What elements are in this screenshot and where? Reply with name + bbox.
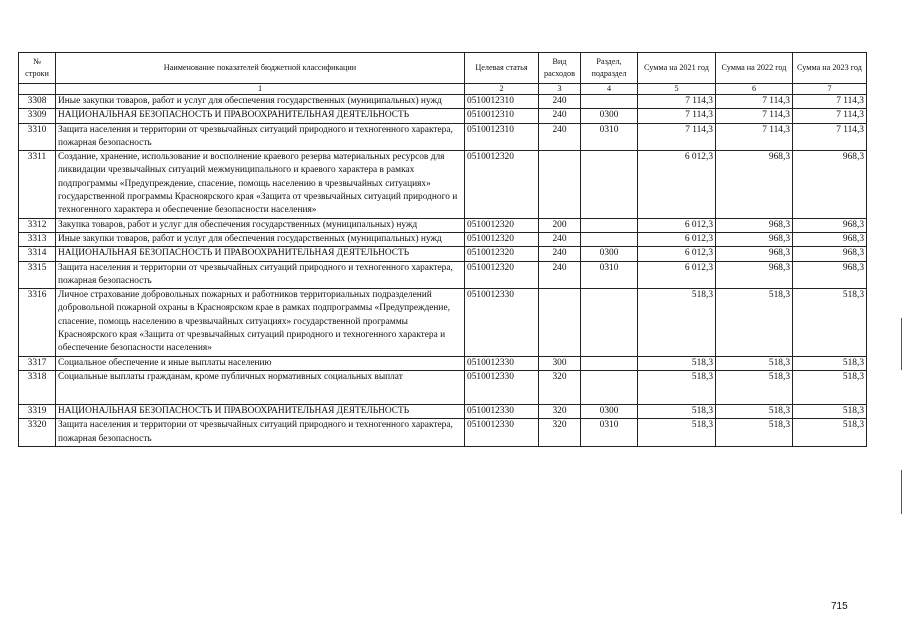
row-sum-2021: 6 012,3 bbox=[638, 247, 716, 261]
column-number: 3 bbox=[539, 84, 581, 95]
row-expense-kind: 240 bbox=[539, 247, 581, 261]
row-section bbox=[581, 232, 638, 246]
row-sum-2023: 7 114,3 bbox=[793, 123, 867, 151]
row-sum-2021: 7 114,3 bbox=[638, 95, 716, 109]
header-no: № строки bbox=[19, 53, 56, 84]
row-sum-2022: 518,3 bbox=[716, 404, 793, 418]
row-sum-2023: 518,3 bbox=[793, 356, 867, 370]
table-row bbox=[19, 289, 867, 356]
row-expense-kind: 240 bbox=[539, 95, 581, 109]
row-sum-2023: 518,3 bbox=[793, 419, 867, 447]
row-number: 3319 bbox=[19, 404, 56, 418]
table-row bbox=[19, 419, 867, 447]
row-section: 0310 bbox=[581, 261, 638, 289]
table-row bbox=[19, 151, 867, 218]
table-row bbox=[19, 123, 867, 151]
column-number bbox=[19, 84, 56, 95]
row-expense-kind: 320 bbox=[539, 419, 581, 447]
row-sum-2022: 968,3 bbox=[716, 247, 793, 261]
row-sum-2023: 518,3 bbox=[793, 404, 867, 418]
header-row bbox=[19, 53, 867, 84]
row-target-article: 0510012310 bbox=[465, 109, 539, 123]
row-target-article: 0510012330 bbox=[465, 356, 539, 370]
header-section: Раздел, подраздел bbox=[581, 53, 638, 84]
row-name: Личное страхование добровольных пожарных и работников территориальных подразделений добровольной пожарной охраны в Красноярском крае в рамках подпрограммы «Предупреждение, спасение, помощь населению в чрезвычайных ситуациях» государственной программы Красноярского края «Защита от чрезвычайных ситуаций природного и техногенного характера и обеспечение безопасности населения» bbox=[56, 289, 465, 356]
row-number: 3318 bbox=[19, 370, 56, 404]
row-number: 3316 bbox=[19, 289, 56, 356]
table-row bbox=[19, 261, 867, 289]
row-target-article: 0510012330 bbox=[465, 419, 539, 447]
row-expense-kind: 240 bbox=[539, 232, 581, 246]
row-sum-2022: 968,3 bbox=[716, 218, 793, 232]
row-sum-2021: 6 012,3 bbox=[638, 261, 716, 289]
row-target-article: 0510012320 bbox=[465, 218, 539, 232]
row-sum-2022: 7 114,3 bbox=[716, 109, 793, 123]
row-number: 3311 bbox=[19, 151, 56, 218]
scan-edge-mark bbox=[901, 318, 902, 370]
row-sum-2022: 518,3 bbox=[716, 289, 793, 356]
row-sum-2023: 7 114,3 bbox=[793, 109, 867, 123]
column-number: 7 bbox=[793, 84, 867, 95]
table-row bbox=[19, 109, 867, 123]
table-row bbox=[19, 95, 867, 109]
column-number: 2 bbox=[465, 84, 539, 95]
row-section bbox=[581, 218, 638, 232]
row-sum-2022: 518,3 bbox=[716, 356, 793, 370]
row-name: НАЦИОНАЛЬНАЯ БЕЗОПАСНОСТЬ И ПРАВООХРАНИТЕЛЬНАЯ ДЕЯТЕЛЬНОСТЬ bbox=[56, 247, 465, 261]
row-sum-2022: 518,3 bbox=[716, 419, 793, 447]
row-target-article: 0510012330 bbox=[465, 404, 539, 418]
row-expense-kind: 240 bbox=[539, 109, 581, 123]
scan-edge-mark bbox=[901, 470, 902, 514]
row-number: 3309 bbox=[19, 109, 56, 123]
row-expense-kind: 200 bbox=[539, 218, 581, 232]
row-target-article: 0510012310 bbox=[465, 95, 539, 109]
row-expense-kind: 240 bbox=[539, 261, 581, 289]
row-expense-kind: 320 bbox=[539, 404, 581, 418]
row-sum-2021: 7 114,3 bbox=[638, 109, 716, 123]
row-number: 3310 bbox=[19, 123, 56, 151]
row-sum-2023: 968,3 bbox=[793, 232, 867, 246]
row-sum-2021: 518,3 bbox=[638, 419, 716, 447]
column-number: 1 bbox=[56, 84, 465, 95]
row-sum-2023: 968,3 bbox=[793, 261, 867, 289]
row-number: 3317 bbox=[19, 356, 56, 370]
page-number: 715 bbox=[831, 601, 848, 612]
header-target: Целевая статья bbox=[465, 53, 539, 84]
row-name: Иные закупки товаров, работ и услуг для обеспечения государственных (муниципальных) нужд bbox=[56, 232, 465, 246]
row-target-article: 0510012330 bbox=[465, 370, 539, 404]
row-number: 3315 bbox=[19, 261, 56, 289]
row-target-article: 0510012320 bbox=[465, 232, 539, 246]
table-row bbox=[19, 370, 867, 404]
row-sum-2023: 518,3 bbox=[793, 370, 867, 404]
row-expense-kind: 240 bbox=[539, 123, 581, 151]
header-sum-2021: Сумма на 2021 год bbox=[638, 53, 716, 84]
row-number: 3314 bbox=[19, 247, 56, 261]
row-section bbox=[581, 370, 638, 404]
row-name: Защита населения и территории от чрезвычайных ситуаций природного и техногенного характера, пожарная безопасность bbox=[56, 419, 465, 447]
row-sum-2021: 518,3 bbox=[638, 356, 716, 370]
table-row bbox=[19, 404, 867, 418]
row-name: Иные закупки товаров, работ и услуг для обеспечения государственных (муниципальных) нужд bbox=[56, 95, 465, 109]
row-section: 0300 bbox=[581, 109, 638, 123]
table-row bbox=[19, 218, 867, 232]
column-number-row bbox=[19, 84, 867, 95]
column-number: 6 bbox=[716, 84, 793, 95]
row-sum-2021: 518,3 bbox=[638, 404, 716, 418]
table-row bbox=[19, 232, 867, 246]
column-number: 5 bbox=[638, 84, 716, 95]
row-sum-2023: 968,3 bbox=[793, 218, 867, 232]
row-name: Социальное обеспечение и иные выплаты населению bbox=[56, 356, 465, 370]
row-name: Защита населения и территории от чрезвычайных ситуаций природного и техногенного характера, пожарная безопасность bbox=[56, 123, 465, 151]
budget-table bbox=[18, 52, 867, 447]
row-target-article: 0510012320 bbox=[465, 261, 539, 289]
table-row bbox=[19, 247, 867, 261]
row-name: Социальные выплаты гражданам, кроме публичных нормативных социальных выплат bbox=[56, 370, 465, 404]
table-row bbox=[19, 356, 867, 370]
row-expense-kind bbox=[539, 289, 581, 356]
row-expense-kind bbox=[539, 151, 581, 218]
row-sum-2023: 968,3 bbox=[793, 151, 867, 218]
table-body bbox=[19, 95, 867, 447]
row-target-article: 0510012320 bbox=[465, 247, 539, 261]
row-name: Создание, хранение, использование и восполнение краевого резерва материальных ресурсов для ликвидации чрезвычайных ситуаций межмуниципального и краевого характера в рамках подпрограммы «Предупреждение, спасение, помощь населению в чрезвычайных ситуациях» государственной программы Красноярского края «Защита от чрезвычайных ситуаций природного и техногенного характера и обеспечение безопасности населения» bbox=[56, 151, 465, 218]
row-sum-2022: 518,3 bbox=[716, 370, 793, 404]
header-name: Наименование показателей бюджетной классификации bbox=[56, 53, 465, 84]
column-number: 4 bbox=[581, 84, 638, 95]
row-sum-2021: 7 114,3 bbox=[638, 123, 716, 151]
row-sum-2021: 6 012,3 bbox=[638, 218, 716, 232]
row-sum-2022: 7 114,3 bbox=[716, 95, 793, 109]
row-sum-2022: 968,3 bbox=[716, 151, 793, 218]
header-sum-2022: Сумма на 2022 год bbox=[716, 53, 793, 84]
row-name: НАЦИОНАЛЬНАЯ БЕЗОПАСНОСТЬ И ПРАВООХРАНИТЕЛЬНАЯ ДЕЯТЕЛЬНОСТЬ bbox=[56, 109, 465, 123]
row-expense-kind: 300 bbox=[539, 356, 581, 370]
row-section bbox=[581, 356, 638, 370]
row-sum-2023: 7 114,3 bbox=[793, 95, 867, 109]
row-number: 3308 bbox=[19, 95, 56, 109]
row-name: Защита населения и территории от чрезвычайных ситуаций природного и техногенного характера, пожарная безопасность bbox=[56, 261, 465, 289]
row-section bbox=[581, 151, 638, 218]
row-sum-2023: 518,3 bbox=[793, 289, 867, 356]
row-sum-2023: 968,3 bbox=[793, 247, 867, 261]
row-sum-2021: 518,3 bbox=[638, 289, 716, 356]
row-target-article: 0510012310 bbox=[465, 123, 539, 151]
row-number: 3312 bbox=[19, 218, 56, 232]
row-target-article: 0510012320 bbox=[465, 151, 539, 218]
row-sum-2021: 6 012,3 bbox=[638, 151, 716, 218]
row-number: 3313 bbox=[19, 232, 56, 246]
row-section bbox=[581, 289, 638, 356]
row-sum-2022: 968,3 bbox=[716, 261, 793, 289]
row-sum-2022: 7 114,3 bbox=[716, 123, 793, 151]
row-section: 0300 bbox=[581, 247, 638, 261]
row-section: 0300 bbox=[581, 404, 638, 418]
row-sum-2021: 518,3 bbox=[638, 370, 716, 404]
row-sum-2021: 6 012,3 bbox=[638, 232, 716, 246]
row-name: НАЦИОНАЛЬНАЯ БЕЗОПАСНОСТЬ И ПРАВООХРАНИТЕЛЬНАЯ ДЕЯТЕЛЬНОСТЬ bbox=[56, 404, 465, 418]
header-sum-2023: Сумма на 2023 год bbox=[793, 53, 867, 84]
row-number: 3320 bbox=[19, 419, 56, 447]
row-target-article: 0510012330 bbox=[465, 289, 539, 356]
row-sum-2022: 968,3 bbox=[716, 232, 793, 246]
row-section bbox=[581, 95, 638, 109]
row-name: Закупка товаров, работ и услуг для обеспечения государственных (муниципальных) нужд bbox=[56, 218, 465, 232]
header-kind: Вид расходов bbox=[539, 53, 581, 84]
row-section: 0310 bbox=[581, 419, 638, 447]
row-expense-kind: 320 bbox=[539, 370, 581, 404]
row-section: 0310 bbox=[581, 123, 638, 151]
